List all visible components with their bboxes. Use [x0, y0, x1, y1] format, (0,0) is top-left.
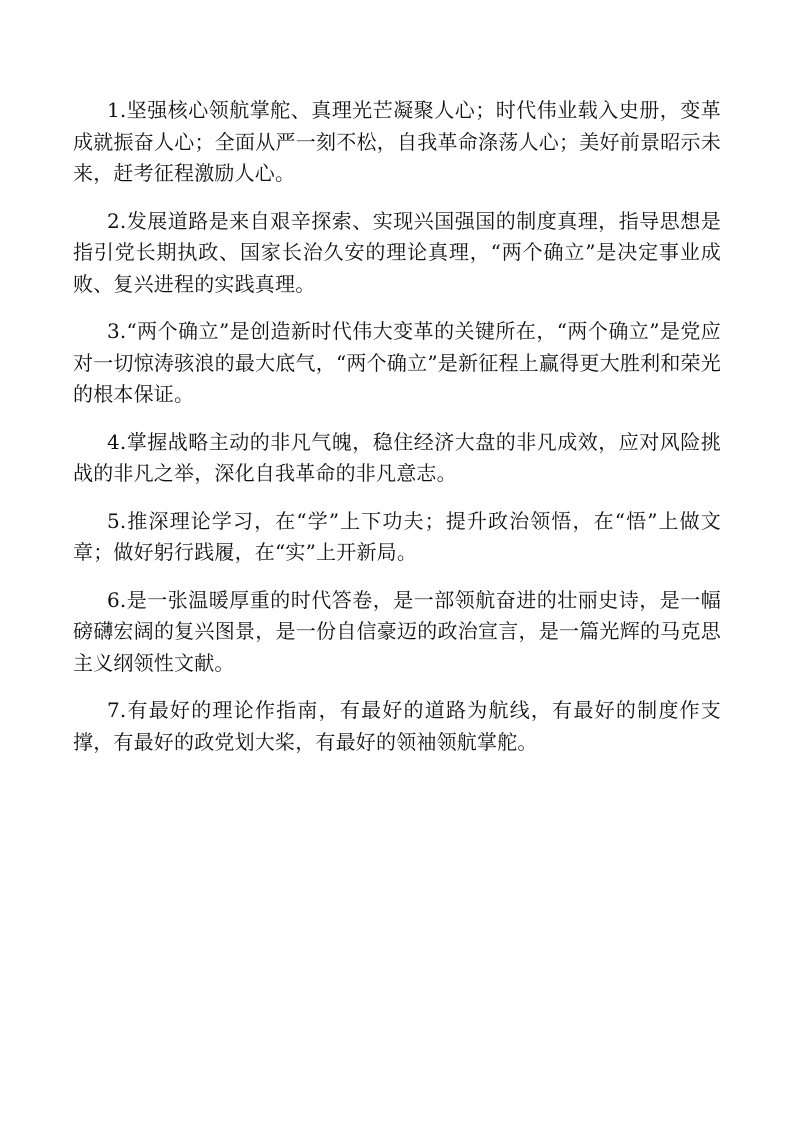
paragraph-6: 6.是一张温暖厚重的时代答卷，是一部领航奋进的壮丽史诗，是一幅磅礴宏阔的复兴图景，是一份自信豪迈的政治宣言，是一篇光辉的马克思主义纲领性文献。: [73, 587, 721, 675]
paragraph-5: 5.推深理论学习，在“学”上下功夫；提升政治领悟，在“悟”上做文章；做好躬行践履，在“实”上开新局。: [73, 508, 721, 564]
paragraph-4: 4.掌握战略主动的非凡气魄，稳住经济大盘的非凡成效，应对风险挑战的非凡之举，深化自我革命的非凡意志。: [73, 429, 721, 485]
paragraph-3: 3.“两个确立”是创造新时代伟大变革的关键所在，“两个确立”是党应对一切惊涛骇浪的最大底气，“两个确立”是新征程上赢得更大胜利和荣光的根本保证。: [73, 319, 721, 406]
paragraph-1: 1.坚强核心领航掌舵、真理光芒凝聚人心；时代伟业载入史册，变革成就振奋人心；全面从严一刻不松，自我革命涤荡人心；美好前景昭示未来，赶考征程激励人心。: [73, 98, 721, 185]
paragraph-2: 2.发展道路是来自艰辛探索、实现兴国强国的制度真理，指导思想是指引党长期执政、国家长治久安的理论真理，“两个确立”是决定事业成败、复兴进程的实践真理。: [73, 208, 721, 296]
document-body: [73, 95, 721, 774]
paragraph-7: 7.有最好的理论作指南，有最好的道路为航线，有最好的制度作支撑，有最好的政党划大桨，有最好的领袖领航掌舵。: [73, 698, 721, 754]
